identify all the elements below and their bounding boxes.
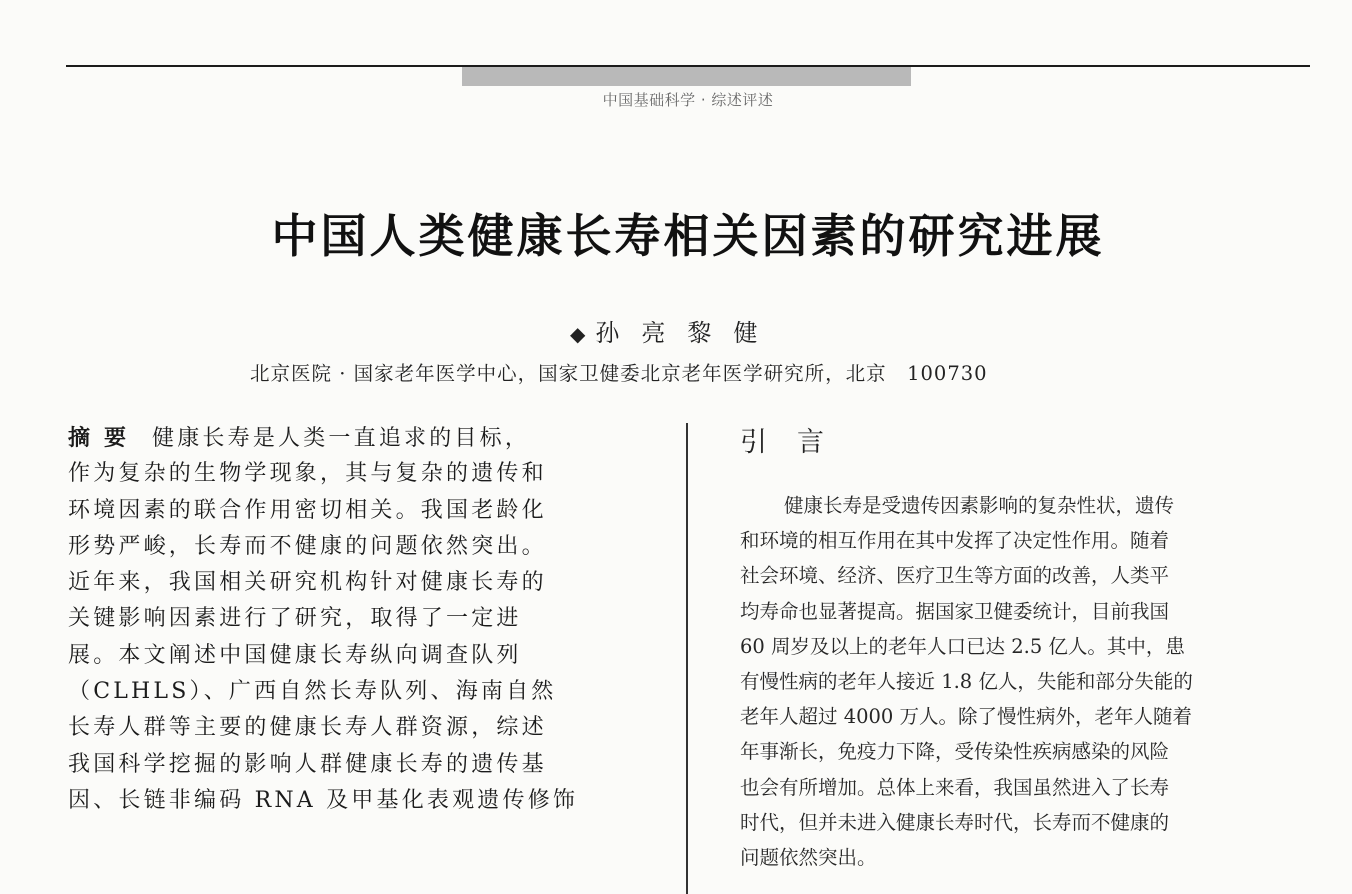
header-band: [462, 67, 911, 86]
article-title: 中国人类健康长寿相关因素的研究进展: [271, 209, 1105, 263]
abstract-line: 长寿人群等主要的健康长寿人群资源，综述: [68, 715, 547, 741]
abstract-line: 近年来，我国相关研究机构针对健康长寿的: [68, 570, 547, 596]
intro-line: 也会有所增加。总体上来看，我国虽然进入了长寿: [740, 775, 1170, 799]
abstract-line: （CLHLS）、广西自然长寿队列、海南自然: [68, 679, 557, 705]
diamond-marker-icon: ◆: [570, 322, 586, 346]
abstract-line: 关键影响因素进行了研究，取得了一定进: [68, 606, 522, 632]
intro-column: [740, 488, 1315, 875]
author-line: [570, 313, 779, 348]
abstract-text: 健康长寿是人类一直追求的目标，: [152, 426, 531, 451]
intro-line: 社会环境、经济、医疗卫生等方面的改善，人类平: [740, 564, 1170, 588]
intro-heading: 引言: [740, 427, 854, 458]
author-affiliation: 北京医院 · 国家老年医学中心，国家卫健委北京老年医学研究所，北京 100730: [250, 362, 988, 385]
abstract-line: 展。本文阐述中国健康长寿纵向调查队列: [68, 642, 522, 668]
intro-line: 时代，但并未进入健康长寿时代，长寿而不健康的: [740, 810, 1170, 834]
intro-line: 有慢性病的老年人接近 1.8 亿人，失能和部分失能的: [740, 669, 1193, 693]
author-names: 孙亮黎健: [595, 319, 780, 347]
column-divider: [686, 423, 688, 894]
abstract-label: 摘要: [68, 425, 141, 451]
abstract-line: 形势严峻，长寿而不健康的问题依然突出。: [68, 533, 547, 559]
journal-section-header: 中国基础科学 · 综述评述: [602, 91, 774, 109]
abstract-line: [68, 420, 643, 456]
abstract-line: 作为复杂的生物学现象，其与复杂的遗传和: [68, 461, 547, 487]
intro-line: 60 周岁及以上的老年人口已达 2.5 亿人。其中，患: [740, 634, 1185, 658]
intro-line: 和环境的相互作用在其中发挥了决定性作用。随着: [740, 529, 1170, 553]
abstract-column: [68, 420, 643, 819]
intro-line: 均寿命也显著提高。据国家卫健委统计，目前我国: [740, 599, 1170, 623]
intro-line: 老年人超过 4000 万人。除了慢性病外，老年人随着: [740, 705, 1193, 729]
abstract-line: 因、长链非编码 RNA 及甲基化表观遗传修饰: [68, 787, 579, 813]
intro-line: 年事渐长，免疫力下降，受传染性疾病感染的风险: [740, 740, 1170, 764]
abstract-line: 环境因素的联合作用密切相关。我国老龄化: [68, 497, 547, 523]
intro-line: 健康长寿是受遗传因素影响的复杂性状，遗传: [784, 494, 1175, 517]
intro-line: 问题依然突出。: [740, 845, 877, 869]
abstract-line: 我国科学挖掘的影响人群健康长寿的遗传基: [68, 751, 547, 777]
